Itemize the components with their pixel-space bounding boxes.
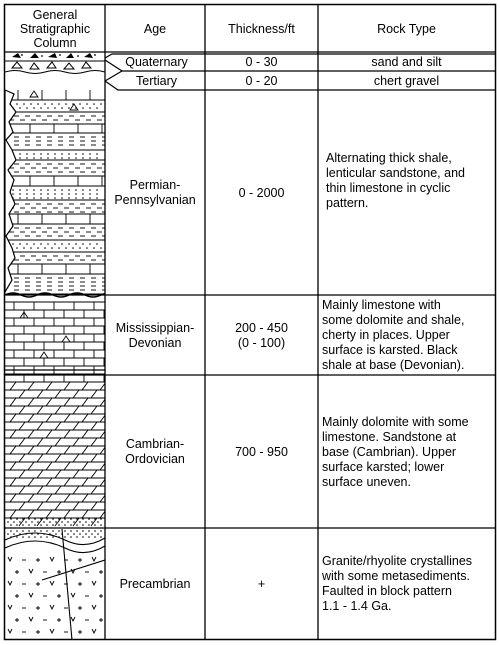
age-mississippian-devonian: Mississippian- Devonian xyxy=(115,320,195,350)
header-thickness: Thickness/ft xyxy=(228,21,295,36)
pattern-limestone-chert xyxy=(5,302,105,382)
header-column: General Stratigraphic Column xyxy=(19,7,91,50)
rock-quaternary: sand and silt xyxy=(371,55,442,69)
rock-tertiary: chert gravel xyxy=(373,73,440,88)
pattern-sand-conglomerate xyxy=(12,53,96,58)
stratigraphic-column xyxy=(5,53,117,640)
thickness-permian-pennsylvanian: 0 - 2000 xyxy=(238,185,285,200)
thickness-mississippian-devonian: 200 - 450 (0 - 100) xyxy=(235,320,288,350)
rock-cambrian-ordovician: Mainly dolomite with some limestone. Sandstone at base (Cambrian). Upper surface karsted; lower surface uneven. xyxy=(322,414,469,489)
age-permian-pennsylvanian: Permian- Pennsylvanian xyxy=(114,178,196,207)
pattern-dolomite xyxy=(5,382,115,526)
thickness-quaternary: 0 - 30 xyxy=(245,55,278,69)
header-age: Age xyxy=(143,21,167,36)
age-quaternary: Quaternary xyxy=(125,55,188,69)
pattern-chert-gravel xyxy=(12,62,91,69)
thickness-cambrian-ordovician: 700 - 950 xyxy=(235,444,288,459)
age-cambrian-ordovician: Cambrian- Ordovician xyxy=(125,437,185,466)
rock-permian-pennsylvanian: Alternating thick shale, lenticular sandstone, and thin limestone in cyclic pattern. xyxy=(326,151,465,210)
age-precambrian: Precambrian xyxy=(119,576,191,591)
rock-precambrian: Granite/rhyolite crystallines with some metasediments. Faulted in block pattern 1.1 - 1.4 Ga. xyxy=(322,554,473,613)
rock-mississippian-devonian: Mainly limestone with some dolomite and shale, cherty in places. Upper surface is karsted. Black shale at base (Devonian). xyxy=(322,298,465,372)
thickness-tertiary: 0 - 20 xyxy=(245,73,278,88)
pattern-crystalline xyxy=(5,529,105,640)
pattern-shale-sandstone-limestone xyxy=(5,90,107,294)
age-tertiary: Tertiary xyxy=(136,73,177,88)
header-rock-type: Rock Type xyxy=(377,21,436,36)
thickness-precambrian: + xyxy=(257,576,266,591)
